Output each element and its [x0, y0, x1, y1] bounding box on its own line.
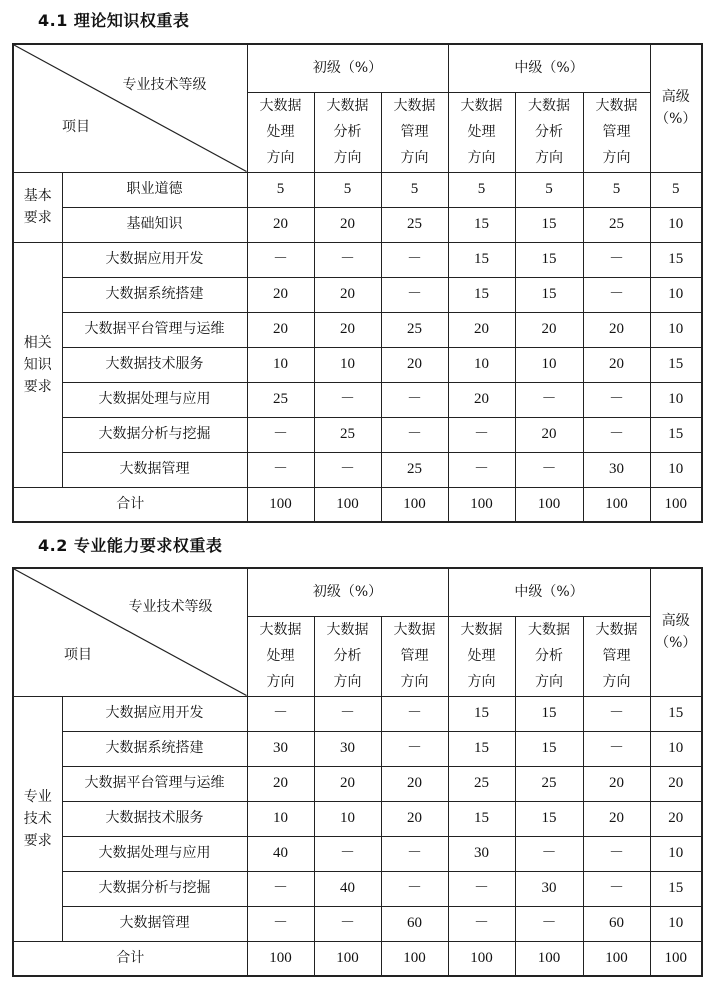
subheader-intermediate-processing: 大数据 处理 方向 — [448, 92, 515, 172]
cell-value: － — [381, 731, 448, 766]
subheader-junior-processing: 大数据 处理 方向 — [247, 616, 314, 696]
total-value: 100 — [381, 487, 448, 522]
corner-label-item: 项目 — [62, 118, 90, 135]
table-row — [13, 836, 702, 871]
group-header-junior: 初级（%） — [247, 568, 448, 616]
cell-value: 10 — [448, 347, 515, 382]
cell-value: － — [583, 417, 650, 452]
cell-value: － — [314, 452, 381, 487]
cell-value: － — [515, 452, 583, 487]
cell-value: 20 — [247, 207, 314, 242]
total-row — [13, 941, 702, 976]
cell-value: － — [381, 871, 448, 906]
cell-value: 60 — [583, 906, 650, 941]
subheader-junior-processing: 大数据 处理 方向 — [247, 92, 314, 172]
row-item: 大数据平台管理与运维 — [62, 766, 247, 801]
cell-value: － — [381, 277, 448, 312]
cell-value: 15 — [448, 277, 515, 312]
cell-value: 25 — [381, 452, 448, 487]
cell-value: － — [448, 452, 515, 487]
cell-value: － — [381, 696, 448, 731]
cell-value: － — [515, 836, 583, 871]
group-header-intermediate: 中级（%） — [448, 568, 650, 616]
table-row — [13, 242, 702, 277]
category-professional-technical: 专业 技术 要求 — [13, 696, 62, 941]
cell-value: － — [381, 382, 448, 417]
cell-value: － — [247, 452, 314, 487]
professional-ability-weight-table — [12, 567, 703, 977]
cell-value: － — [381, 417, 448, 452]
cell-value: － — [247, 871, 314, 906]
total-value: 100 — [583, 487, 650, 522]
theory-weight-table — [12, 43, 703, 523]
total-row — [13, 487, 702, 522]
subheader-junior-management: 大数据 管理 方向 — [381, 92, 448, 172]
cell-value: － — [448, 871, 515, 906]
cell-value: 20 — [314, 277, 381, 312]
cell-value: 15 — [448, 207, 515, 242]
cell-value: － — [247, 906, 314, 941]
cell-value: 20 — [247, 766, 314, 801]
cell-value: － — [314, 696, 381, 731]
cell-value: 20 — [650, 801, 702, 836]
cell-value: － — [448, 417, 515, 452]
subheader-intermediate-management: 大数据 管理 方向 — [583, 92, 650, 172]
cell-value: 20 — [583, 312, 650, 347]
cell-value: 10 — [650, 452, 702, 487]
cell-value: 15 — [448, 731, 515, 766]
cell-value: 25 — [515, 766, 583, 801]
cell-value: 20 — [381, 347, 448, 382]
cell-value: 20 — [583, 801, 650, 836]
cell-value: 15 — [448, 801, 515, 836]
subheader-junior-analysis: 大数据 分析 方向 — [314, 616, 381, 696]
total-value: 100 — [314, 487, 381, 522]
corner-header-cell — [13, 568, 247, 696]
row-item: 大数据处理与应用 — [62, 382, 247, 417]
group-header-senior: 高级 （%） — [650, 568, 702, 696]
total-value: 100 — [650, 487, 702, 522]
total-value: 100 — [448, 941, 515, 976]
total-value: 100 — [448, 487, 515, 522]
total-value: 100 — [381, 941, 448, 976]
total-value: 100 — [650, 941, 702, 976]
table-row — [13, 696, 702, 731]
cell-value: － — [381, 242, 448, 277]
cell-value: 20 — [314, 766, 381, 801]
cell-value: 15 — [650, 347, 702, 382]
row-item: 大数据处理与应用 — [62, 836, 247, 871]
cell-value: 15 — [515, 801, 583, 836]
cell-value: 20 — [448, 382, 515, 417]
cell-value: 20 — [314, 207, 381, 242]
cell-value: 15 — [650, 871, 702, 906]
diagonal-line — [14, 45, 247, 172]
table-row — [13, 452, 702, 487]
cell-value: 20 — [583, 766, 650, 801]
table-row — [13, 906, 702, 941]
cell-value: － — [448, 906, 515, 941]
cell-value: 20 — [381, 801, 448, 836]
row-item: 大数据应用开发 — [62, 242, 247, 277]
cell-value: 5 — [583, 172, 650, 207]
row-item: 大数据系统搭建 — [62, 731, 247, 766]
total-value: 100 — [583, 941, 650, 976]
cell-value: － — [314, 836, 381, 871]
cell-value: － — [583, 382, 650, 417]
subheader-intermediate-analysis: 大数据 分析 方向 — [515, 616, 583, 696]
cell-value: 5 — [448, 172, 515, 207]
row-item: 基础知识 — [62, 207, 247, 242]
row-item: 职业道德 — [62, 172, 247, 207]
cell-value: 20 — [583, 347, 650, 382]
table-row — [13, 172, 702, 207]
row-item: 大数据平台管理与运维 — [62, 312, 247, 347]
cell-value: 20 — [515, 312, 583, 347]
table-row — [13, 312, 702, 347]
table-row — [13, 871, 702, 906]
cell-value: 20 — [515, 417, 583, 452]
row-item: 大数据管理 — [62, 906, 247, 941]
cell-value: 10 — [650, 277, 702, 312]
cell-value: 15 — [515, 277, 583, 312]
total-label: 合计 — [13, 487, 247, 522]
subheader-junior-analysis: 大数据 分析 方向 — [314, 92, 381, 172]
cell-value: － — [247, 696, 314, 731]
table-row — [13, 207, 702, 242]
cell-value: － — [314, 382, 381, 417]
total-value: 100 — [515, 487, 583, 522]
category-related-knowledge: 相关 知识 要求 — [13, 242, 62, 487]
cell-value: 10 — [650, 312, 702, 347]
cell-value: 40 — [247, 836, 314, 871]
row-item: 大数据技术服务 — [62, 801, 247, 836]
cell-value: 20 — [381, 766, 448, 801]
cell-value: 25 — [247, 382, 314, 417]
cell-value: 15 — [650, 417, 702, 452]
cell-value: 20 — [247, 277, 314, 312]
cell-value: 10 — [314, 801, 381, 836]
cell-value: 15 — [448, 242, 515, 277]
table-row — [13, 417, 702, 452]
cell-value: 30 — [448, 836, 515, 871]
cell-value: 25 — [381, 207, 448, 242]
table-row — [13, 277, 702, 312]
cell-value: 60 — [381, 906, 448, 941]
cell-value: 5 — [515, 172, 583, 207]
cell-value: 10 — [247, 801, 314, 836]
cell-value: 20 — [314, 312, 381, 347]
total-value: 100 — [247, 941, 314, 976]
cell-value: － — [314, 906, 381, 941]
section-title-professional-ability: 4.2 专业能力要求权重表 — [38, 536, 223, 555]
cell-value: 25 — [583, 207, 650, 242]
cell-value: 15 — [515, 696, 583, 731]
total-label: 合计 — [13, 941, 247, 976]
total-value: 100 — [515, 941, 583, 976]
table-row — [13, 731, 702, 766]
table-row — [13, 801, 702, 836]
cell-value: 40 — [314, 871, 381, 906]
cell-value: 15 — [448, 696, 515, 731]
subheader-intermediate-analysis: 大数据 分析 方向 — [515, 92, 583, 172]
row-item: 大数据管理 — [62, 452, 247, 487]
cell-value: － — [515, 382, 583, 417]
cell-value: － — [583, 836, 650, 871]
cell-value: 10 — [650, 836, 702, 871]
cell-value: 30 — [314, 731, 381, 766]
cell-value: 25 — [381, 312, 448, 347]
table-row — [13, 766, 702, 801]
row-item: 大数据应用开发 — [62, 696, 247, 731]
cell-value: 20 — [448, 312, 515, 347]
corner-label-level: 专业技术等级 — [128, 599, 213, 615]
cell-value: 15 — [515, 207, 583, 242]
cell-value: － — [583, 242, 650, 277]
cell-value: － — [247, 242, 314, 277]
cell-value: 10 — [650, 731, 702, 766]
cell-value: 30 — [583, 452, 650, 487]
cell-value: 10 — [314, 347, 381, 382]
cell-value: － — [381, 836, 448, 871]
row-item: 大数据分析与挖掘 — [62, 871, 247, 906]
cell-value: 10 — [650, 207, 702, 242]
group-header-junior: 初级（%） — [247, 44, 448, 92]
corner-header-cell — [13, 44, 247, 172]
cell-value: 15 — [650, 242, 702, 277]
cell-value: － — [247, 417, 314, 452]
cell-value: 5 — [247, 172, 314, 207]
cell-value: 10 — [247, 347, 314, 382]
cell-value: 20 — [247, 312, 314, 347]
cell-value: － — [583, 696, 650, 731]
cell-value: 30 — [515, 871, 583, 906]
cell-value: 25 — [448, 766, 515, 801]
corner-label-level: 专业技术等级 — [122, 77, 207, 93]
diagonal-line — [14, 569, 247, 696]
section-title-theory: 4.1 理论知识权重表 — [38, 11, 190, 30]
cell-value: － — [583, 731, 650, 766]
cell-value: 5 — [381, 172, 448, 207]
cell-value: 20 — [650, 766, 702, 801]
cell-value: － — [314, 242, 381, 277]
cell-value: 10 — [515, 347, 583, 382]
subheader-intermediate-management: 大数据 管理 方向 — [583, 616, 650, 696]
cell-value: 15 — [515, 731, 583, 766]
category-basic-requirements: 基本 要求 — [13, 172, 62, 242]
cell-value: － — [583, 277, 650, 312]
row-item: 大数据技术服务 — [62, 347, 247, 382]
cell-value: 15 — [650, 696, 702, 731]
row-item: 大数据分析与挖掘 — [62, 417, 247, 452]
row-item: 大数据系统搭建 — [62, 277, 247, 312]
subheader-intermediate-processing: 大数据 处理 方向 — [448, 616, 515, 696]
table-row — [13, 382, 702, 417]
total-value: 100 — [247, 487, 314, 522]
cell-value: 10 — [650, 906, 702, 941]
cell-value: － — [515, 906, 583, 941]
group-header-intermediate: 中级（%） — [448, 44, 650, 92]
corner-label-item: 项目 — [64, 646, 92, 663]
cell-value: 30 — [247, 731, 314, 766]
cell-value: 25 — [314, 417, 381, 452]
table-row — [13, 347, 702, 382]
group-header-senior: 高级 （%） — [650, 44, 702, 172]
subheader-junior-management: 大数据 管理 方向 — [381, 616, 448, 696]
cell-value: 10 — [650, 382, 702, 417]
cell-value: 5 — [314, 172, 381, 207]
cell-value: － — [583, 871, 650, 906]
cell-value: 15 — [515, 242, 583, 277]
cell-value: 5 — [650, 172, 702, 207]
total-value: 100 — [314, 941, 381, 976]
